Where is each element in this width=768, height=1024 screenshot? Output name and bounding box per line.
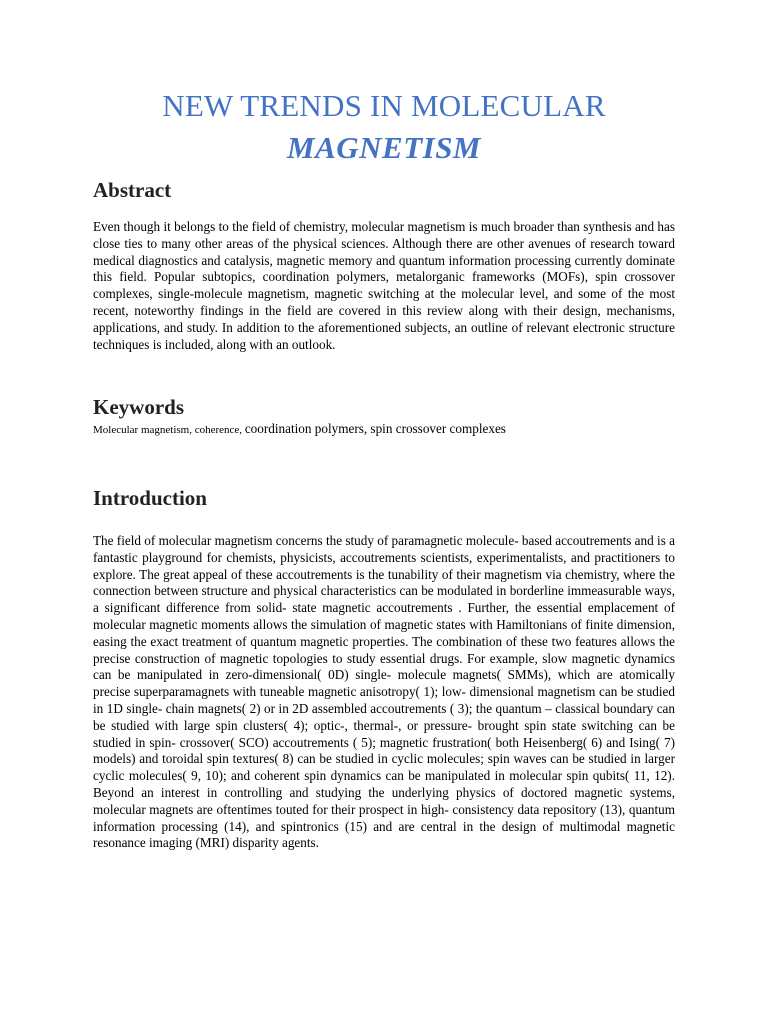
abstract-text: Even though it belongs to the field of chemistry, molecular magnetism is much broader than synthesis and has close ties to many other areas of the physical sciences. Although there are other avenues of research toward medical diagnostics and catalysis, magnetic memory and quantum information processing currently dominate this field. Popular subtopics, coordination polymers, metalorganic frameworks (MOFs), spin crossover complexes, single-molecule magnetism, magnetic switching at the molecular level, and some of the most recent, noteworthy findings in the field are covered in this review along with their design, mechanisms, applications, and study. In addition to the aforementioned subjects, an outline of relevant electronic structure techniques is included, along with an outlook. xyxy=(93,219,675,352)
introduction-heading: Introduction xyxy=(93,486,207,510)
title-line-1: NEW TRENDS IN MOLECULAR xyxy=(162,88,606,123)
title-line-2: MAGNETISM xyxy=(287,130,481,165)
abstract-heading: Abstract xyxy=(93,178,172,202)
keywords-part-2: coordination polymers, spin crossover complexes xyxy=(244,421,506,436)
introduction-text: The field of molecular magnetism concerns the study of paramagnetic molecule- based accoutrements and is a fantastic playground for chemists, physicists, accoutrements scientists, experimentalists, and practitioners to explore. The great appeal of these accoutrements is the tunability of their magnetism via chemistry, where the connection between structure and physical characteristics can be modulated in borderline immeasurable ways, a significant difference from solid- state magnetic accoutrements . Further, the essential emplacement of molecular magnetic moments allows the simulation of magnetic states with Hamiltonians of finite dimension, easing the exact treatment of quantum magnetic properties. The combination of these two features allows the precise construction of magnetic topologies to study essential drugs. For example, slow magnetic dynamics can be manipulated in zero-dimensional( 0D) single- molecule magnets( SMMs), which are atomically precise superparamagnets with tuneable magnetic anisotropy( 1); low- dimensional magnetism can be studied in 1D single- chain magnets( 2) or in 2D assembled accoutrements ( 3); the quantum – classical boundary can be studied with large spin clusters( 4); optic-, thermal-, or pressure- brought spin state switching can be studied in spin- crossover( SCO) accoutrements ( 5); magnetic frustration( both Heisenberg( 6) and Ising( 7) models) and toroidal spin textures( 8) can be studied in cyclic molecules; spin waves can be studied in larger cyclic molecules( 9, 10); and coherent spin dynamics can be manipulated in molecular spin qubits( 11, 12). Beyond an interest in controlling and studying the underlying physics of doctored magnetic systems, molecular magnets are oftentimes touted for their prospect in high- consistency data repository (13), quantum information processing (14), and spintronics (15) and are central in the design of multimodal magnetic resonance imaging (MRI) disparity agents. xyxy=(93,533,675,851)
keywords-line xyxy=(93,420,693,438)
keywords-heading: Keywords xyxy=(93,395,184,419)
keywords-part-1: Molecular magnetism, coherence, xyxy=(93,424,245,436)
